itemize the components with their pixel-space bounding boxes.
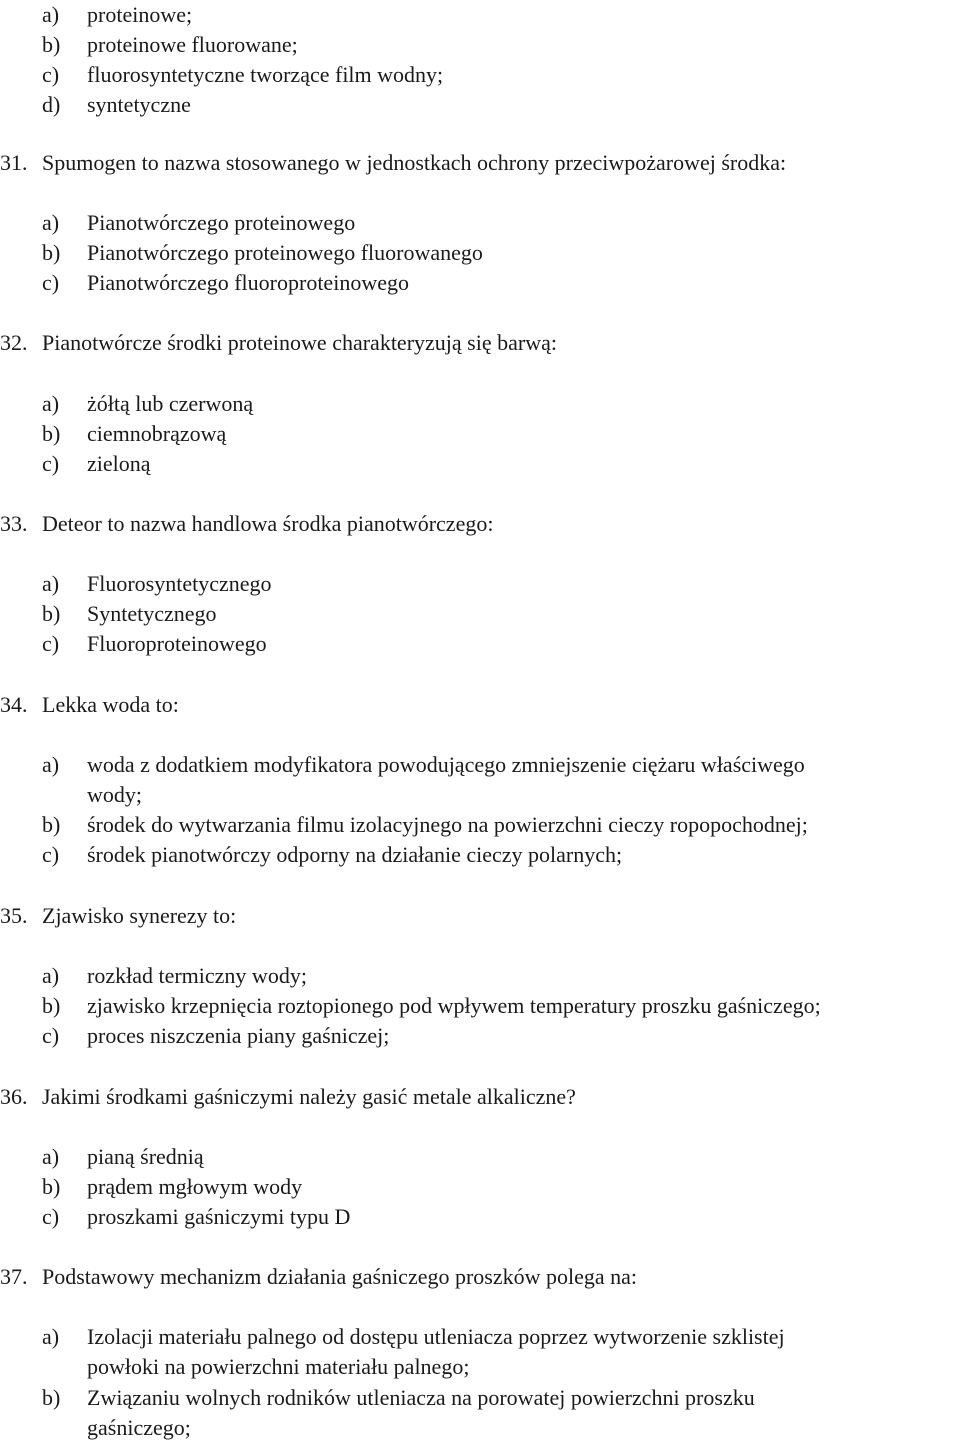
question-number: 35.: [0, 903, 28, 928]
question-number: 31.: [0, 150, 28, 175]
question-number: 36.: [0, 1084, 28, 1109]
question-text: Zjawisko synerezy to:: [42, 903, 237, 928]
option-letter: c): [42, 1204, 60, 1229]
option-text: proces niszczenia piany gaśniczej;: [87, 1023, 390, 1048]
option-text: syntetyczne: [87, 92, 191, 117]
question-text: Pianotwórcze środki proteinowe charakteryzują się barwą:: [42, 330, 557, 355]
option-text: zjawisko krzepnięcia roztopionego pod wpływem temperatury proszku gaśniczego;: [87, 993, 821, 1018]
option-letter: b): [42, 601, 61, 626]
option-letter: c): [42, 1023, 60, 1048]
option-letter: a): [42, 752, 60, 777]
option-letter: c): [42, 62, 60, 87]
question-text: Deteor to nazwa handlowa środka pianotwórczego:: [42, 511, 494, 536]
option-text: Fluoroproteinowego: [87, 631, 267, 656]
option-text: Fluorosyntetycznego: [87, 571, 272, 596]
option-text: Związaniu wolnych rodników utleniacza na porowatej powierzchni proszku gaśniczego;: [87, 1385, 755, 1440]
option-letter: c): [42, 842, 60, 867]
option-text: Syntetycznego: [87, 601, 217, 626]
option-letter: a): [42, 1144, 60, 1169]
option-letter: a): [42, 210, 60, 235]
option-letter: a): [42, 1324, 60, 1349]
option-text: rozkład termiczny wody;: [87, 963, 307, 988]
question-number: 32.: [0, 330, 28, 355]
option-text: żółtą lub czerwoną: [87, 391, 254, 416]
option-text: Pianotwórczego proteinowego: [87, 210, 356, 235]
option-text: Pianotwórczego fluoroproteinowego: [87, 270, 409, 295]
option-letter: b): [42, 812, 61, 837]
question-text: Lekka woda to:: [42, 692, 179, 717]
option-letter: c): [42, 631, 60, 656]
option-text: fluorosyntetyczne tworzące film wodny;: [87, 62, 444, 87]
option-letter: a): [42, 2, 60, 27]
option-text: środek pianotwórczy odporny na działanie cieczy polarnych;: [87, 842, 623, 867]
option-letter: a): [42, 571, 60, 596]
option-text: pianą średnią: [87, 1144, 204, 1169]
option-letter: b): [42, 993, 61, 1018]
option-text: prądem mgłowym wody: [87, 1174, 303, 1199]
question-number: 37.: [0, 1264, 28, 1289]
question-text: Spumogen to nazwa stosowanego w jednostkach ochrony przeciwpożarowej środka:: [42, 150, 787, 175]
question-text: Jakimi środkami gaśniczymi należy gasić metale alkaliczne?: [42, 1084, 576, 1109]
option-letter: d): [42, 92, 61, 117]
question-number: 33.: [0, 511, 28, 536]
option-text: proteinowe fluorowane;: [87, 32, 298, 57]
option-letter: c): [42, 270, 60, 295]
option-text: Pianotwórczego proteinowego fluorowanego: [87, 240, 483, 265]
option-letter: b): [42, 240, 61, 265]
question-number: 34.: [0, 692, 28, 717]
option-text: ciemnobrązową: [87, 421, 227, 446]
option-letter: b): [42, 1174, 61, 1199]
option-letter: b): [42, 421, 61, 446]
option-letter: a): [42, 963, 60, 988]
option-text: zieloną: [87, 451, 151, 476]
question-text: Podstawowy mechanizm działania gaśniczego proszków polega na:: [42, 1264, 638, 1289]
option-letter: b): [42, 1385, 61, 1410]
option-letter: a): [42, 391, 60, 416]
option-text: proteinowe;: [87, 2, 193, 27]
option-text: woda z dodatkiem modyfikatora powodującego zmniejszenie ciężaru właściwego wody;: [87, 752, 805, 807]
option-text: środek do wytwarzania filmu izolacyjnego na powierzchni cieczy ropopochodnej;: [87, 812, 808, 837]
option-text: proszkami gaśniczymi typu D: [87, 1204, 351, 1229]
option-text: Izolacji materiału palnego od dostępu utleniacza poprzez wytworzenie szklistej powłoki na powierzchni materiału palnego;: [87, 1324, 785, 1379]
option-letter: c): [42, 451, 60, 476]
option-letter: b): [42, 32, 61, 57]
